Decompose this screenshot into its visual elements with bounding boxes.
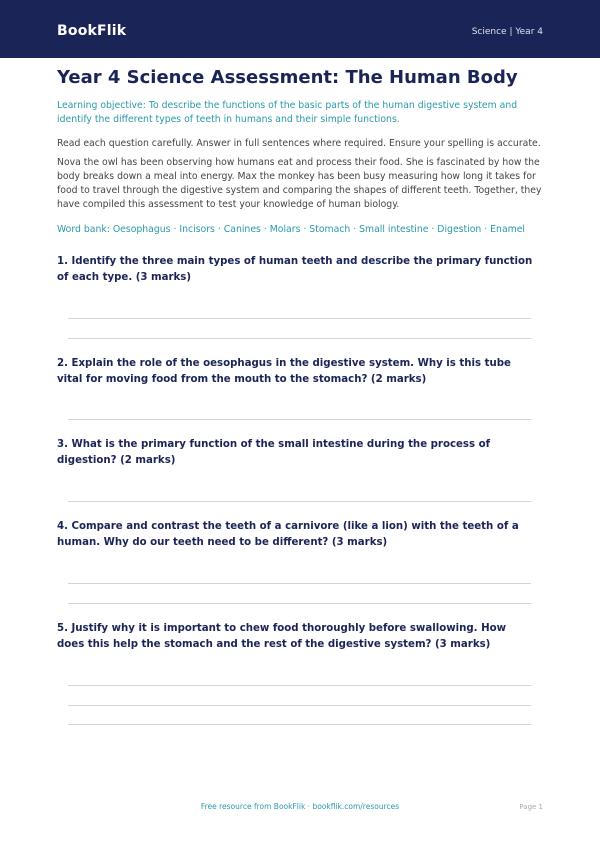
- question-2: 2. Explain the role of the oesophagus in the digestive system. Why is this tube vital for moving food from the mouth to the stomach? (2 marks): [57, 358, 511, 385]
- answer-line[interactable]: [68, 318, 531, 319]
- breadcrumb: Science | Year 4: [471, 27, 543, 37]
- instructions-text: Read each question carefully. Answer in full sentences where required. Ensure your spelling is accurate.: [57, 138, 541, 149]
- learning-objective: Learning objective: To describe the functions of the basic parts of the human digestive system and identify the different types of teeth in humans and their simple functions.: [57, 100, 518, 125]
- answer-line[interactable]: [68, 685, 531, 686]
- footer-link[interactable]: Free resource from BookFlik · bookflik.com/resources: [200, 802, 400, 811]
- answer-line[interactable]: [68, 583, 531, 584]
- question-4: 4. Compare and contrast the teeth of a carnivore (like a lion) with the teeth of a human. Why do our teeth need to be different? (3 marks): [57, 521, 519, 548]
- question-3: 3. What is the primary function of the small intestine during the process of digestion? (2 marks): [57, 439, 491, 466]
- brand-logo[interactable]: BookFlik: [57, 23, 127, 39]
- page-number: Page 1: [519, 803, 543, 811]
- answer-line[interactable]: [68, 705, 531, 706]
- intro-text: Nova the owl has been observing how humans eat and process their food. She is fascinated by how the body breaks down a meal into energy. Max the monkey has been busy measuring how long it takes for food to travel through the digestive system and comparing the shapes of different teeth. Together, they have compiled this assessment to test your knowledge of human biology.: [57, 157, 542, 210]
- header-bar: [0, 0, 600, 58]
- question-5: 5. Justify why it is important to chew food thoroughly before swallowing. How does this help the stomach and the rest of the digestive system? (3 marks): [57, 623, 507, 650]
- word-bank: Word bank: Oesophagus · Incisors · Canines · Molars · Stomach · Small intestine · Digestion · Enamel: [57, 224, 525, 235]
- answer-line[interactable]: [68, 338, 531, 339]
- page-title: Year 4 Science Assessment: The Human Body: [57, 67, 518, 88]
- question-1: 1. Identify the three main types of human teeth and describe the primary function of each type. (3 marks): [57, 256, 533, 283]
- answer-line[interactable]: [68, 603, 531, 604]
- answer-line[interactable]: [68, 724, 531, 725]
- answer-line[interactable]: [68, 501, 531, 502]
- answer-line[interactable]: [68, 419, 531, 420]
